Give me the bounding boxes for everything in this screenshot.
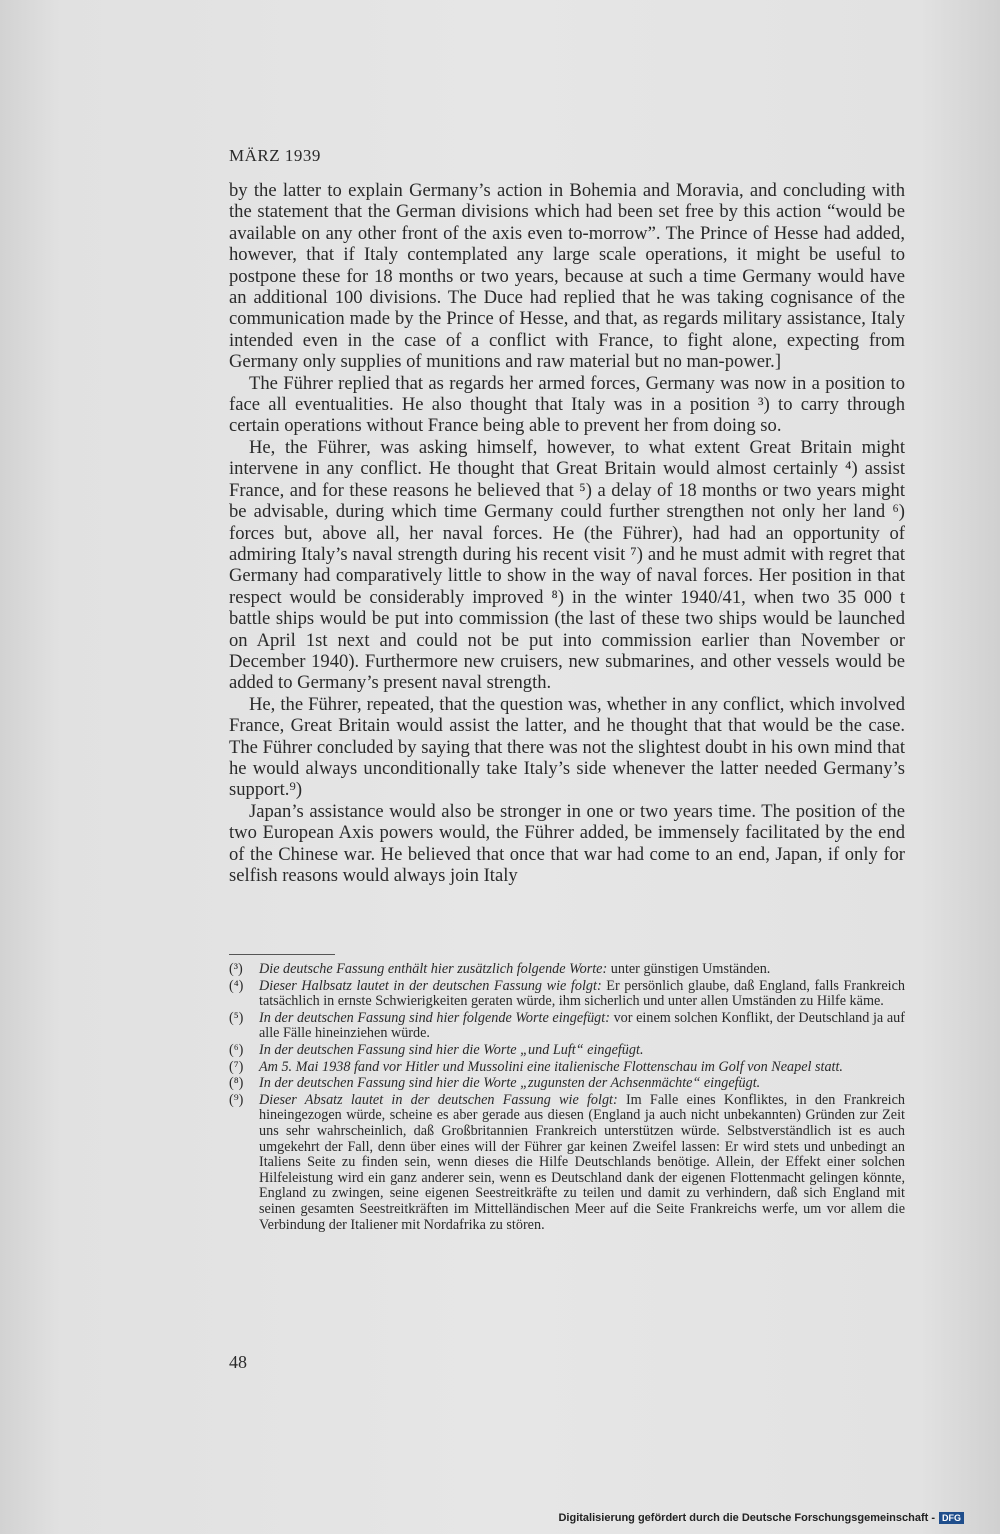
running-head: MÄRZ 1939 xyxy=(229,146,321,165)
paragraph: The Führer replied that as regards her armed forces, Germany was now in a position to face all eventualities. He also thought that Italy was in a position ³) to carry through certain operations without France being able to prevent her from doing so. xyxy=(229,372,905,437)
footnote-editorial-note: In der deutschen Fassung sind hier die Worte „und Luft“ eingefügt. xyxy=(259,1041,644,1058)
footnote xyxy=(229,1011,905,1042)
footnote-number: (⁸) xyxy=(229,1075,244,1092)
body-text xyxy=(229,180,905,886)
footnote xyxy=(229,1076,905,1092)
paragraph: Japan’s assistance would also be stronger in one or two years time. The position of the two European Axis powers would, the Führer added, be immensely facilitated by the end of the Chinese war. He believed that once that war had come to an end, Japan, if only for selfish reasons would always join Italy xyxy=(229,800,905,886)
page-number: 48 xyxy=(229,1352,247,1372)
footnote-number: (³) xyxy=(229,961,243,977)
footnote xyxy=(229,979,905,1010)
footnote xyxy=(229,1060,905,1076)
footnote xyxy=(229,1043,905,1059)
footnote-number: (⁵) xyxy=(229,1009,244,1026)
footnote-text: vor einem solchen Konflikt, der Deutschland ja auf alle Fälle hineinziehen würde. xyxy=(259,1009,905,1042)
dfg-logo-icon: DFG xyxy=(939,1512,964,1524)
footnote-number: (⁷) xyxy=(229,1058,244,1075)
paragraph: by the latter to explain Germany’s action in Bohemia and Moravia, and concluding with the statement that the German divisions which had been set free by this action “would be available on any other front of the axis even to-morrow”. The Prince of Hesse had added, however, that if Italy contemplated any large scale operations, it might be useful to postpone these for 18 months or two years, because at such a time Germany would have an additional 100 divisions. The Duce had replied that he was taking cognisance of the communication made by the Prince of Hesse, and that, as regards military assistance, Italy intended even in the case of a conflict with France, to fight alone, expecting from Germany only supplies of munitions and raw material but no man-power.] xyxy=(229,180,905,373)
footnote-number: (⁹) xyxy=(229,1091,244,1108)
footnote-text: Er persönlich glaube, daß England, falls Frankreich tatsächlich in ernste Schwierigkeiten geraten würde, ihm sicherlich und unter allen Umständen zu Hilfe käme. xyxy=(259,977,905,1010)
footnote-number: (⁴) xyxy=(229,977,244,994)
footnote-editorial-note: In der deutschen Fassung sind hier die Worte „zugunsten der Achsenmächte“ eingefügt. xyxy=(259,1075,761,1092)
footnotes xyxy=(229,962,905,1234)
footnote-editorial-note: In der deutschen Fassung sind hier folgende Worte eingefügt: xyxy=(259,1009,610,1026)
footnote-text: unter günstigen Umständen. xyxy=(607,961,771,977)
digitization-credit xyxy=(558,1512,964,1524)
footnote-text: Im Falle eines Konfliktes, in den Frankreich hineingezogen würde, scheine es aber gerade aus diesen (England ja auch nicht unbekannten) Gründen zur Zeit uns sehr wahrscheinlich, daß Großbritannien Frankreich unterstützen würde. Selbstverständlich ist es auch umgekehrt der Fall, denn über eines will der Führer gar keinen Zweifel lassen: Er wird stets und unbedingt an Italiens Seite zu finden sein, wenn dieses die Hilfe Deutschlands benötige. Allein, der Effekt einer solchen Hilfeleistung wird ein ganz anderer sein, wenn es Deutschland dank der eigenen Flottenmacht gelingen könnte, England zu zwingen, seine eigenen Seestreitkräfte zu teilen und damit zu verhindern, daß sich England mit seinen gesamten Seestreitkräften im Mittelländischen Meer auf die Seite Frankreichs werfe, um vor allem die Verbindung der Italiener mit Nordafrika zu stören. xyxy=(259,1091,905,1233)
footnote-editorial-note: Am 5. Mai 1938 fand vor Hitler und Mussolini eine italienische Flottenschau im Golf von Neapel statt. xyxy=(259,1058,843,1075)
footnote-divider xyxy=(229,954,335,955)
footnote-editorial-note: Die deutsche Fassung enthält hier zusätzlich folgende Worte: xyxy=(259,961,608,977)
footnote-editorial-note: Dieser Absatz lautet in der deutschen Fassung wie folgt: xyxy=(259,1091,618,1108)
paragraph: He, the Führer, was asking himself, however, to what extent Great Britain might intervene in any conflict. He thought that Great Britain would almost certainly ⁴) assist France, and for these reasons he believed that ⁵) a delay of 18 months or two years might be advisable, during which time Germany could further strengthen not only her land ⁶) forces but, above all, her naval forces. He (the Führer), had had an opportunity of admiring Italy’s naval strength during his recent visit ⁷) and he must admit with regret that Germany had comparatively little to show in the way of naval forces. Her position in that respect would be considerably improved ⁸) in the winter 1940/41, when two 35 000 t battle ships would be put into commission (the last of these two ships would be launched on April 1st next and could not be put into commission earlier than November or December 1940). Furthermore new cruisers, new submarines, and other vessels would be added to Germany’s present naval strength. xyxy=(229,436,905,694)
paragraph: He, the Führer, repeated, that the question was, whether in any conflict, which involved France, Great Britain would assist the latter, and he thought that that would be the case. The Führer concluded by saying that there was not the slightest doubt in his own mind that he would always unconditionally take Italy’s side whenever the latter needed Germany’s support.⁹) xyxy=(229,693,905,801)
footnote xyxy=(229,1093,905,1233)
footnote-editorial-note: Dieser Halbsatz lautet in der deutschen Fassung wie folgt: xyxy=(259,977,602,994)
footnote xyxy=(229,962,905,978)
footnote-number: (⁶) xyxy=(229,1041,244,1058)
credit-text: Digitalisierung gefördert durch die Deutsche Forschungsgemeinschaft - xyxy=(558,1512,935,1524)
